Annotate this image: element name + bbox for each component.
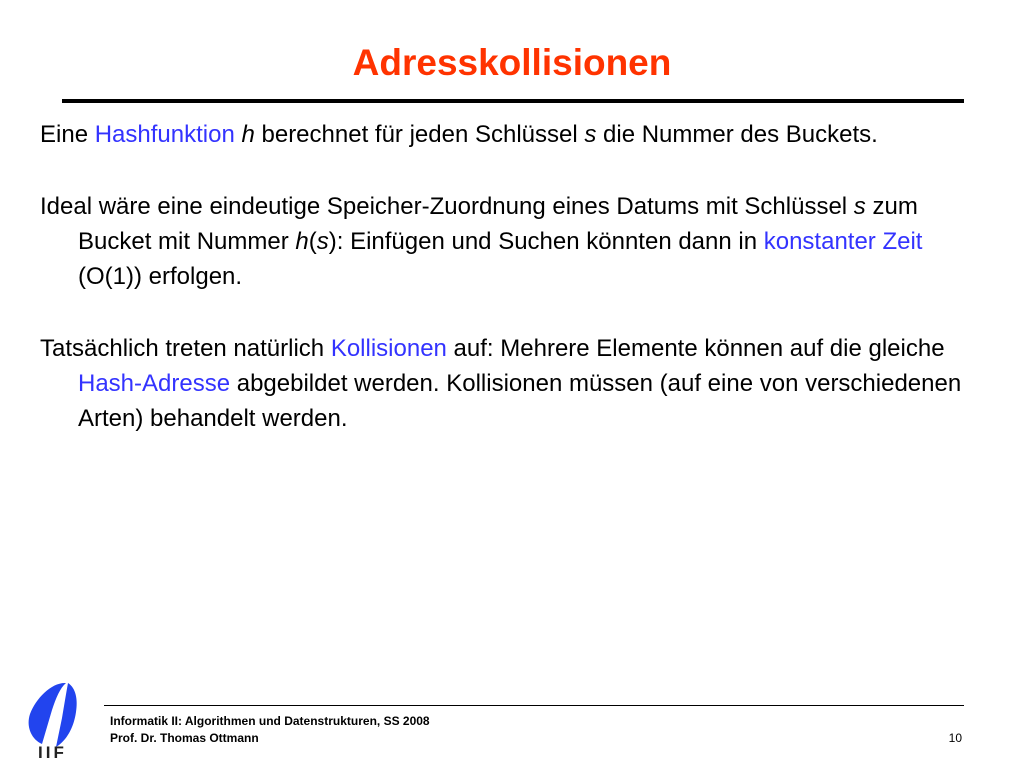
paragraph-hash-function <box>40 117 975 152</box>
text-segment: ( <box>308 228 317 255</box>
footer-divider <box>104 705 964 706</box>
text-segment: ): Einfügen und Suchen könnten dann in <box>328 228 764 255</box>
text-segment: auf: Mehrere Elemente können auf die gleiche <box>446 335 945 362</box>
iif-logo-graphic <box>26 680 98 760</box>
paragraph-ideal-mapping <box>40 189 975 294</box>
text-segment: Ideal wäre eine eindeutige Speicher-Zuordnung eines Datums mit Schlüssel <box>40 193 854 220</box>
text-segment: (O(1)) erfolgen. <box>78 263 243 290</box>
highlight-term-kollisionen: Kollisionen <box>330 335 447 362</box>
text-segment: zum Bucket mit Nummer <box>78 193 918 255</box>
paragraph-collisions <box>40 331 975 436</box>
text-segment: die Nummer des Buckets. <box>596 121 878 148</box>
title-underline <box>62 99 964 103</box>
italic-symbol-s: s <box>853 193 866 220</box>
logo-lettering: IIF <box>38 743 67 760</box>
text-segment: Eine <box>40 121 95 148</box>
text-segment: Tatsächlich treten natürlich <box>40 335 331 362</box>
page-number: 10 <box>948 731 962 745</box>
text-segment: berechnet für jeden Schlüssel <box>254 121 585 148</box>
highlight-term-hash-adresse: Hash-Adresse <box>78 370 231 397</box>
footer-course-title: Informatik II: Algorithmen und Datenstrukturen, SS 2008 <box>110 714 430 728</box>
italic-symbol-s: s <box>316 228 329 255</box>
italic-symbol-s: s <box>584 121 597 148</box>
italic-symbol-h: h <box>295 228 309 255</box>
slide-body <box>40 117 975 473</box>
footer-professor: Prof. Dr. Thomas Ottmann <box>110 731 259 745</box>
slide-title: Adresskollisionen <box>352 42 672 83</box>
text-segment: abgebildet werden. Kollisionen müssen (auf eine von verschiedenen Arten) behandelt werden. <box>78 370 962 432</box>
highlight-term-hashfunktion: Hashfunktion <box>94 121 235 148</box>
italic-symbol-h: h <box>241 121 255 148</box>
highlight-term-konstante-zeit: konstanter Zeit <box>763 228 923 255</box>
iif-logo <box>26 680 98 765</box>
